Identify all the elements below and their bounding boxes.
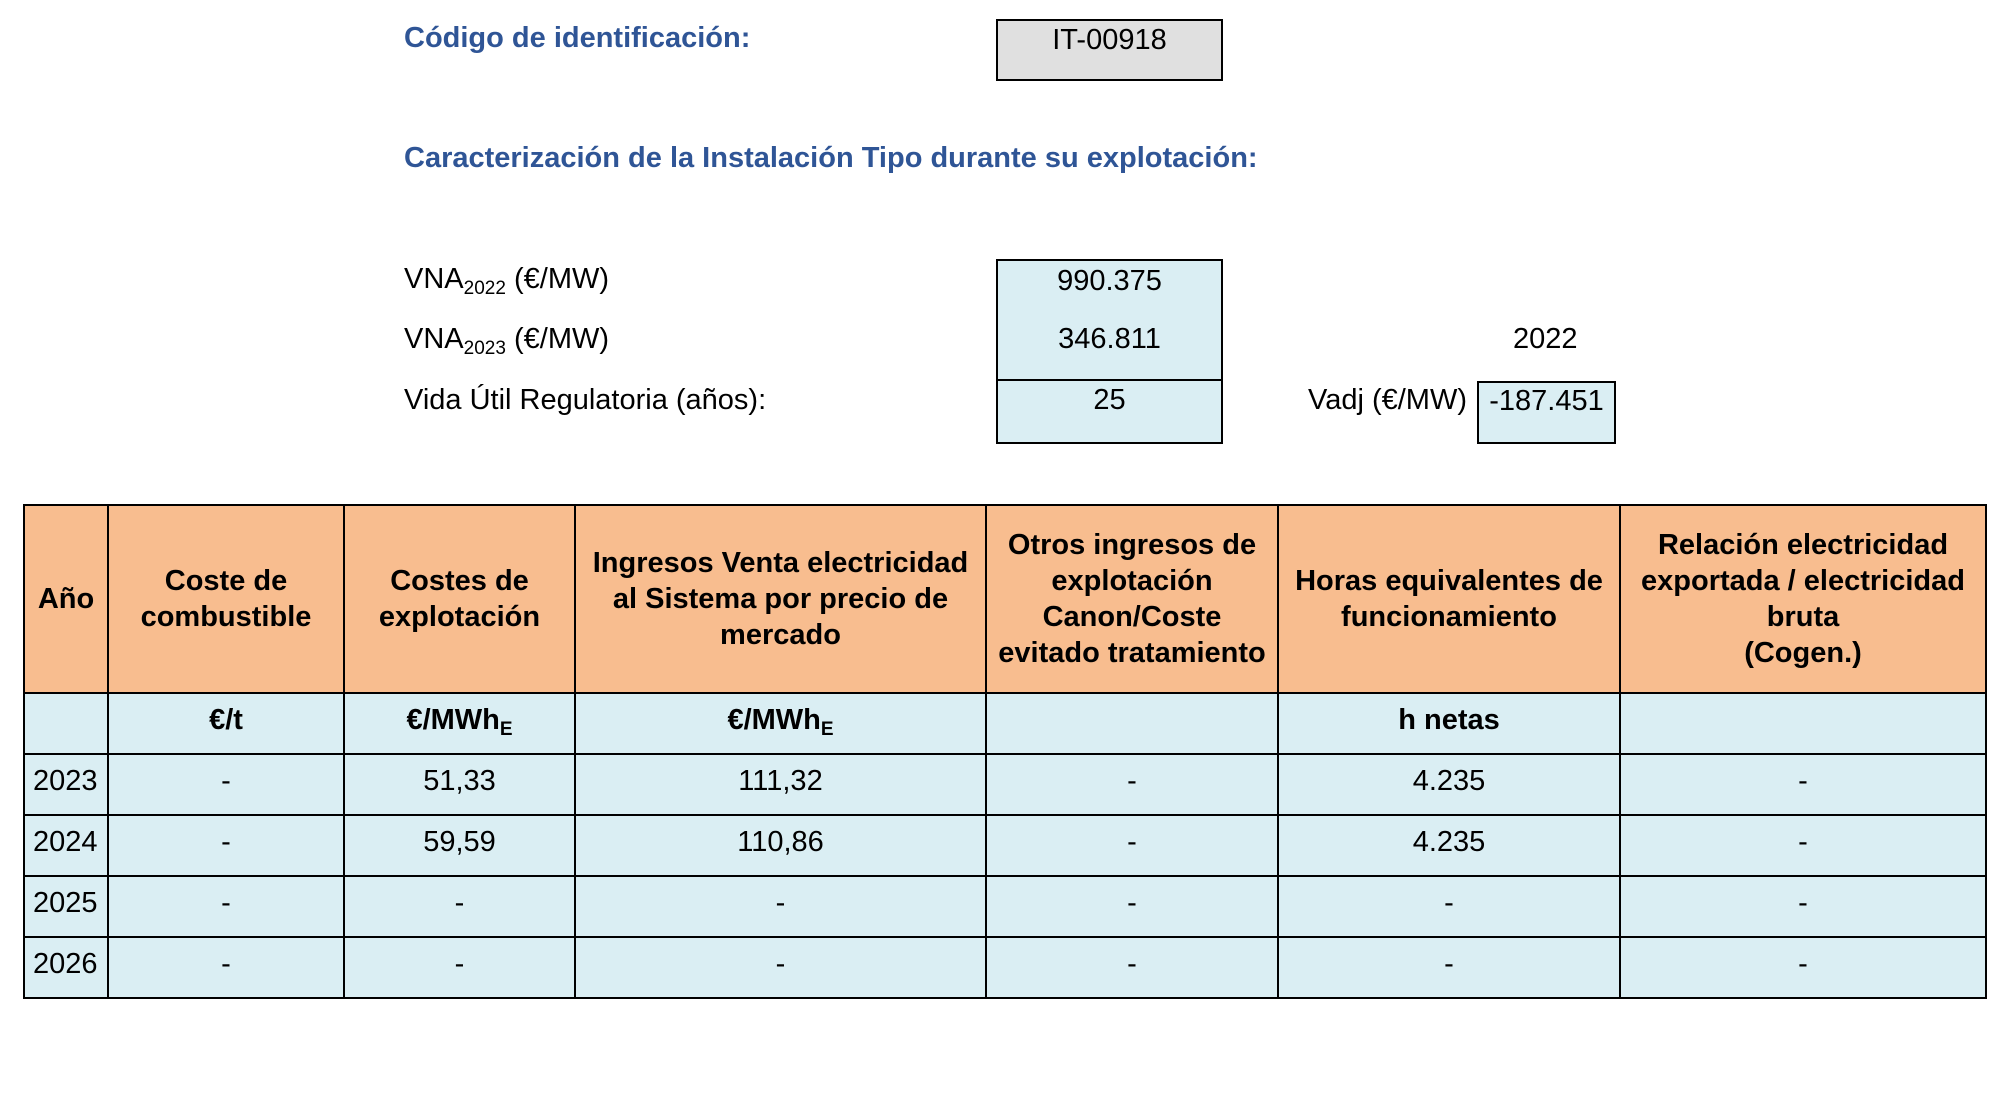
vida-util-label: Vida Útil Regulatoria (años): <box>404 384 767 416</box>
cell-year: 2024 <box>24 815 108 876</box>
year-label-2022: 2022 <box>1513 323 1578 355</box>
unit-year <box>24 693 108 754</box>
vadj-label: Vadj (€/MW) <box>1308 384 1467 416</box>
unit-fuel-cost: €/t <box>108 693 344 754</box>
table-row <box>24 876 1986 937</box>
cell-year: 2026 <box>24 937 108 998</box>
header-equivalent-hours: Horas equivalentes de funcionamiento <box>1278 505 1620 693</box>
cell-year: 2023 <box>24 754 108 815</box>
table-units-row <box>24 693 1986 754</box>
vna2022-subscript: 2022 <box>463 278 506 299</box>
cell-year: 2025 <box>24 876 108 937</box>
id-code-box <box>996 19 1223 81</box>
table-row <box>24 937 1986 998</box>
cell-operating-costs: 59,59 <box>344 815 575 876</box>
id-code: IT-00918 <box>1052 24 1167 56</box>
cell-equivalent-hours: - <box>1278 937 1620 998</box>
cell-market-income: - <box>575 937 986 998</box>
cell-other-income: - <box>986 815 1278 876</box>
cell-electricity-ratio: - <box>1620 815 1986 876</box>
header-year: Año <box>24 505 108 693</box>
cell-market-income: - <box>575 876 986 937</box>
explotation-table <box>23 504 1987 999</box>
cell-equivalent-hours: - <box>1278 876 1620 937</box>
vadj-box <box>1477 381 1616 444</box>
header-market-income: Ingresos Venta electricidad al Sistema por precio de mercado <box>575 505 986 693</box>
vadj-value: -187.451 <box>1489 385 1604 417</box>
header-electricity-ratio: Relación electricidad exportada / electricidad bruta (Cogen.) <box>1620 505 1986 693</box>
cell-operating-costs: 51,33 <box>344 754 575 815</box>
unit-operating-costs: €/MWh$_E$ <box>344 693 575 754</box>
vna2023-value: 346.811 <box>1058 323 1161 355</box>
header-fuel-cost: Coste de combustible <box>108 505 344 693</box>
table-row <box>24 815 1986 876</box>
cell-fuel-cost: - <box>108 937 344 998</box>
cell-fuel-cost: - <box>108 815 344 876</box>
vna2023-prefix: VNA <box>404 323 464 355</box>
vna2022-label <box>404 263 609 300</box>
vna2023-unit: (€/MW) <box>513 323 610 355</box>
cell-fuel-cost: - <box>108 876 344 937</box>
unit-other-income <box>986 693 1278 754</box>
vna2022-unit: (€/MW) <box>513 263 610 295</box>
cell-market-income: 111,32 <box>575 754 986 815</box>
header-operating-costs: Costes de explotación <box>344 505 575 693</box>
cell-electricity-ratio: - <box>1620 937 1986 998</box>
cell-electricity-ratio: - <box>1620 754 1986 815</box>
vna2022-value: 990.375 <box>1057 265 1162 297</box>
vna2022-box <box>996 259 1223 321</box>
unit-electricity-ratio <box>1620 693 1986 754</box>
cell-operating-costs: - <box>344 937 575 998</box>
id-label: Código de identificación: <box>404 22 751 54</box>
cell-equivalent-hours: 4.235 <box>1278 815 1620 876</box>
cell-equivalent-hours: 4.235 <box>1278 754 1620 815</box>
vida-util-value: 25 <box>1093 384 1126 416</box>
cell-fuel-cost: - <box>108 754 344 815</box>
vida-util-box <box>996 381 1223 444</box>
cell-other-income: - <box>986 876 1278 937</box>
cell-other-income: - <box>986 754 1278 815</box>
vna2023-box <box>996 319 1223 381</box>
vna2023-label <box>404 323 609 360</box>
vna2022-prefix: VNA <box>404 263 464 295</box>
unit-market-income: €/MWh$_E$ <box>575 693 986 754</box>
cell-other-income: - <box>986 937 1278 998</box>
cell-market-income: 110,86 <box>575 815 986 876</box>
table-header-row <box>24 505 1986 693</box>
header-other-income: Otros ingresos de explotación Canon/Coste evitado tratamiento <box>986 505 1278 693</box>
cell-operating-costs: - <box>344 876 575 937</box>
vna2023-subscript: 2023 <box>463 338 506 359</box>
table-row <box>24 754 1986 815</box>
cell-electricity-ratio: - <box>1620 876 1986 937</box>
characterization-title: Caracterización de la Instalación Tipo durante su explotación: <box>404 142 1258 174</box>
unit-equivalent-hours: h netas <box>1278 693 1620 754</box>
